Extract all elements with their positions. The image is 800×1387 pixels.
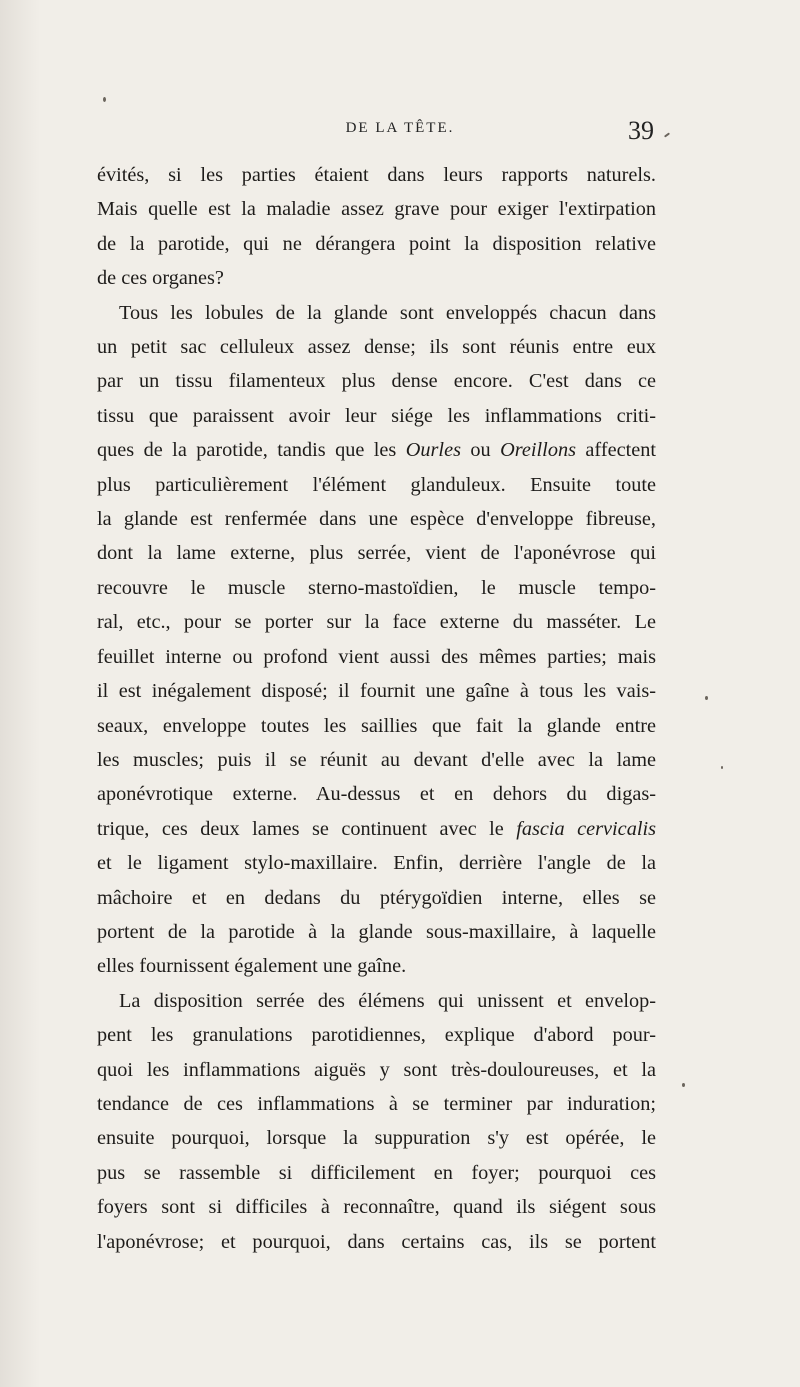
running-header (0, 116, 800, 146)
italic-term: Oreillons (500, 439, 576, 462)
text-line (97, 330, 656, 364)
text-line (97, 1225, 656, 1259)
text-run: portent de la parotide à la glande sous-maxillaire, à laquelle (97, 920, 656, 943)
italic-term: fascia cervicalis (516, 817, 656, 840)
text-line (97, 502, 656, 536)
text-run: et le ligament stylo-maxillaire. Enfin, derrière l'angle de la (97, 852, 656, 875)
text-line (97, 1087, 656, 1121)
text-run: la glande est renfermée dans une espèce d'enveloppe fibreuse, (97, 508, 656, 531)
text-run: il est inégalement disposé; il fournit une gaîne à tous les vais- (97, 680, 656, 703)
text-line (97, 364, 656, 398)
text-line (97, 1156, 656, 1190)
text-line (97, 468, 656, 502)
text-run: les muscles; puis il se réunit au devant d'elle avec la lame (97, 748, 656, 771)
page-number: 39 (628, 116, 654, 145)
text-run: tissu que paraissent avoir leur siége les inflammations criti- (97, 404, 656, 427)
text-line (97, 709, 656, 743)
italic-term: Ourles (405, 439, 461, 462)
body-text (97, 158, 656, 1259)
paper-speck (103, 97, 106, 102)
text-run: trique, ces deux lames se continuent avec le (97, 817, 517, 840)
text-run: évités, si les parties étaient dans leurs rapports naturels. (97, 164, 656, 186)
text-line (97, 605, 656, 639)
text-line (97, 261, 656, 295)
text-run: La disposition serrée des élémens qui unissent et envelop- (119, 989, 656, 1012)
text-run: l'aponévrose; et pourquoi, dans certains cas, ils se portent (97, 1230, 656, 1253)
text-run: foyers sont si difficiles à reconnaître, quand ils siégent sous (97, 1196, 656, 1219)
text-run: elles fournissent également une gaîne. (97, 955, 407, 978)
text-run: ques de la parotide, tandis que les (97, 439, 406, 462)
text-run: mâchoire et en dedans du ptérygoïdien interne, elles se (97, 886, 656, 909)
text-run: dont la lame externe, plus serrée, vient de l'aponévrose qui (97, 542, 656, 565)
text-line (97, 227, 656, 261)
text-line (97, 640, 656, 674)
text-line (97, 881, 656, 915)
paper-speck (721, 766, 723, 769)
text-run: pus se rassemble si difficilement en foyer; pourquoi ces (97, 1161, 656, 1184)
text-run: de la parotide, qui ne dérangera point la disposition relative (97, 232, 656, 255)
text-line (97, 846, 656, 880)
text-line (97, 949, 656, 983)
text-line (97, 1018, 656, 1052)
text-run: feuillet interne ou profond vient aussi des mêmes parties; mais (97, 645, 656, 668)
paper-speck (705, 696, 708, 700)
text-run: ral, etc., pour se porter sur la face externe du masséter. Le (97, 611, 656, 634)
text-run: pent les granulations parotidiennes, explique d'abord pour- (97, 1024, 656, 1047)
text-line (97, 812, 656, 846)
text-line (97, 536, 656, 570)
text-run: Mais quelle est la maladie assez grave pour exiger l'extirpation (97, 198, 656, 221)
page-edge-shadow (0, 0, 40, 1387)
text-run: quoi les inflammations aiguës y sont très-douloureuses, et la (97, 1058, 656, 1081)
text-run: ensuite pourquoi, lorsque la suppuration s'y est opérée, le (97, 1127, 656, 1150)
text-line (97, 158, 656, 192)
text-run: par un tissu filamenteux plus dense encore. C'est dans ce (97, 370, 656, 393)
text-line (97, 296, 656, 330)
text-line (97, 1121, 656, 1155)
text-run: affectent (576, 439, 656, 462)
text-run: plus particulièrement l'élément glanduleux. Ensuite toute (97, 473, 656, 496)
text-line (97, 571, 656, 605)
text-run: aponévrotique externe. Au-dessus et en dehors du digas- (97, 783, 656, 806)
text-run: un petit sac celluleux assez dense; ils sont réunis entre eux (97, 336, 656, 359)
text-line (97, 192, 656, 226)
text-line (97, 399, 656, 433)
paper-speck (682, 1083, 685, 1087)
text-run: seaux, enveloppe toutes les saillies que fait la glande entre (97, 714, 656, 737)
text-run: ou (460, 439, 501, 462)
text-line (97, 1190, 656, 1224)
text-line (97, 915, 656, 949)
running-title: DE LA TÊTE. (345, 120, 455, 136)
text-run: recouvre le muscle sterno-mastoïdien, le muscle tempo- (97, 576, 656, 599)
text-line (97, 777, 656, 811)
text-line (97, 1053, 656, 1087)
text-line (97, 984, 656, 1018)
text-line (97, 743, 656, 777)
text-line (97, 674, 656, 708)
text-run: tendance de ces inflammations à se terminer par induration; (97, 1092, 656, 1115)
text-line (97, 433, 656, 467)
text-run: de ces organes? (97, 267, 224, 290)
text-run: Tous les lobules de la glande sont enveloppés chacun dans (119, 301, 656, 324)
